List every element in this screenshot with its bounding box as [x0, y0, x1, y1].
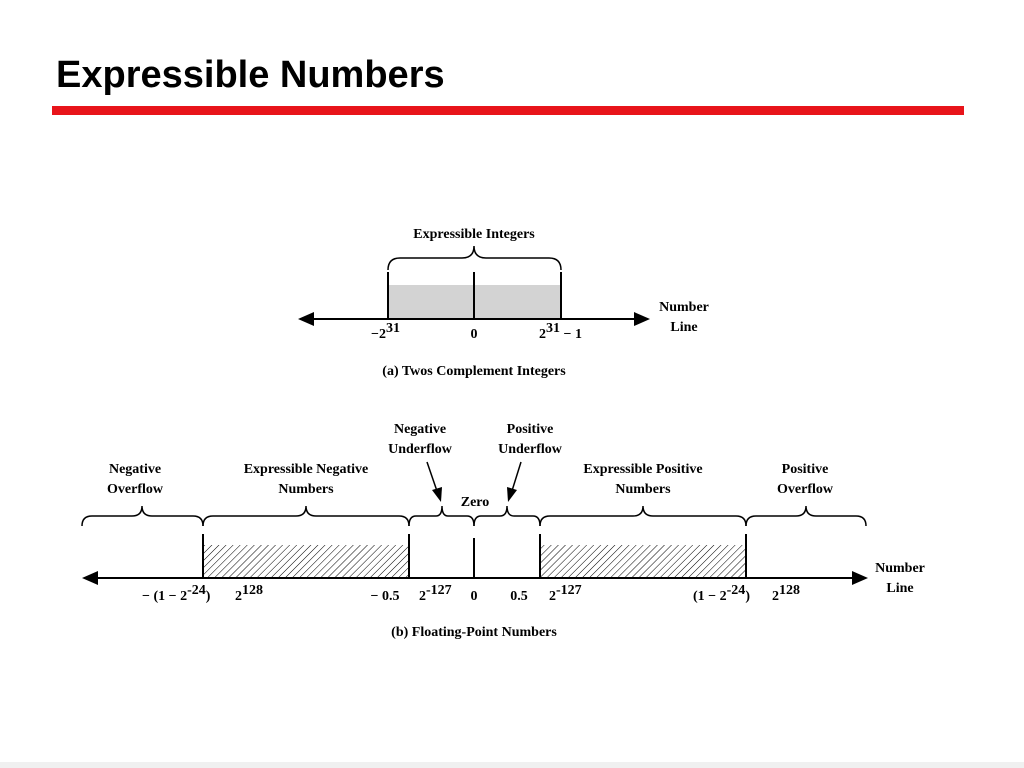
integer-number-line	[298, 227, 709, 379]
zero-label: Zero	[460, 495, 490, 510]
integer-zero-label: 0	[470, 327, 478, 342]
negative-overflow-label-1: Negative	[108, 462, 162, 477]
negative-underflow-arrowhead	[432, 487, 442, 502]
expressible-negative-label-1: Expressible Negative	[243, 462, 369, 477]
negative-underflow-label-2: Underflow	[388, 442, 452, 457]
float-neg-small-label: 2-127	[419, 583, 452, 604]
float-axis-left-arrow	[82, 571, 98, 585]
expressible-negative-label-2: Numbers	[278, 482, 334, 497]
expressible-positive-brace	[540, 506, 746, 526]
float-zero-label: 0	[470, 589, 478, 604]
page-title: Expressible Numbers	[56, 54, 445, 96]
expressible-integers-label: Expressible Integers	[413, 227, 535, 242]
slide-footer-strip	[0, 762, 1024, 768]
negative-overflow-label-2: Overflow	[107, 482, 163, 497]
positive-overflow-label-1: Positive	[781, 462, 829, 477]
integer-caption: (a) Twos Complement Integers	[382, 364, 566, 379]
float-axis-right-arrow	[852, 571, 868, 585]
negative-underflow-label-1: Negative	[393, 422, 447, 437]
expressible-positive-region	[540, 545, 746, 578]
expressible-integers-brace	[388, 246, 561, 270]
expressible-negative-region	[203, 545, 409, 578]
negative-overflow-brace	[82, 506, 203, 526]
positive-underflow-arrowhead	[507, 487, 517, 502]
positive-overflow-brace	[746, 506, 866, 526]
positive-underflow-label-2: Underflow	[498, 442, 562, 457]
float-caption: (b) Floating-Point Numbers	[391, 625, 557, 640]
integer-min-label: −231	[371, 321, 400, 342]
integer-axis-right-arrow	[634, 312, 650, 326]
float-neg-half-label: − 0.5	[370, 589, 400, 604]
integer-axis-left-arrow	[298, 312, 314, 326]
expressible-positive-label-1: Expressible Positive	[583, 462, 703, 477]
integer-axis-label-line: Line	[670, 320, 698, 335]
float-axis-label-number: Number	[875, 561, 925, 576]
integer-axis-label-number: Number	[659, 300, 709, 315]
positive-overflow-label-2: Overflow	[777, 482, 833, 497]
float-number-line	[82, 422, 925, 640]
float-pos-large-label: (1 − 2-24)	[693, 583, 750, 604]
float-neg-large-multiplier-label: 2128	[235, 583, 263, 604]
float-pos-large-multiplier-label: 2128	[772, 583, 800, 604]
float-axis-label-line: Line	[886, 581, 914, 596]
float-pos-half-label: 0.5	[510, 589, 528, 604]
expressible-negative-brace	[203, 506, 409, 526]
float-neg-large-label: − (1 − 2-24)	[142, 583, 211, 604]
integer-max-label: 231 − 1	[539, 321, 582, 342]
expressible-positive-label-2: Numbers	[615, 482, 671, 497]
float-pos-small-label: 2-127	[549, 583, 582, 604]
positive-underflow-label-1: Positive	[506, 422, 554, 437]
